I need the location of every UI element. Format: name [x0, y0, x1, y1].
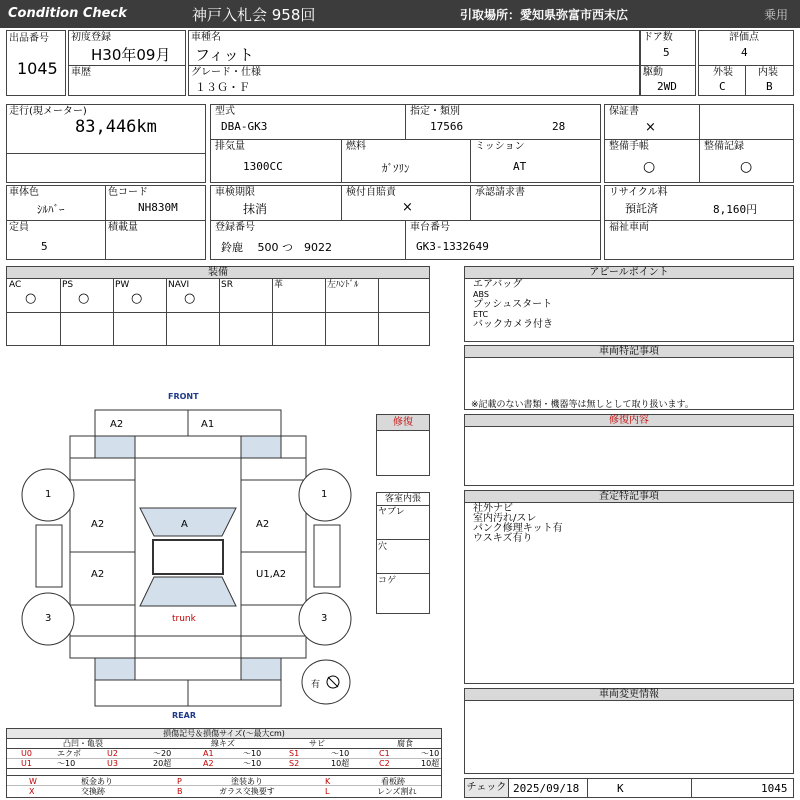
manual: ○ — [643, 159, 656, 175]
equip-mark-ps: ○ — [78, 291, 90, 306]
record-label: 整備記録 — [704, 141, 744, 152]
legend-groups — [7, 739, 441, 749]
legend-code: C1 — [379, 749, 390, 758]
legend-code: U0 — [21, 749, 32, 758]
legend-text: エクボ — [57, 749, 81, 758]
legend-group-scratch: 線キズ — [211, 739, 235, 748]
assessment-item: 社外ナビ — [473, 503, 513, 514]
regno-cell — [210, 220, 406, 260]
exterior-grade: C — [719, 80, 726, 93]
legend-code: U1 — [21, 759, 32, 768]
legend-text: 〜10 — [57, 759, 76, 768]
sheet-title: Condition Check — [8, 6, 127, 21]
load-label: 積載量 — [108, 222, 138, 233]
regno-label: 登録番号 — [215, 222, 255, 233]
assessment-title: 査定特記事項 — [465, 491, 793, 503]
displacement: 1300CC — [243, 160, 283, 173]
repair-panel — [464, 414, 794, 486]
legend-text: 看板跡 — [381, 777, 405, 786]
legend-text: 塗装あり — [231, 777, 263, 786]
equipment-divider — [7, 312, 429, 313]
equipment-panel — [6, 266, 430, 346]
mark-door-front-right: A2 — [256, 519, 270, 530]
mission: AT — [513, 160, 527, 173]
legend-group-dent: 凸凹・亀裂 — [63, 739, 103, 748]
usage-type: 乗用 — [764, 8, 789, 22]
legend-text: 10超 — [331, 759, 350, 768]
cabin-box — [376, 492, 430, 614]
taillight-left — [95, 658, 135, 680]
model-label: 型式 — [215, 106, 235, 117]
drive: 2WD — [657, 80, 677, 93]
insurance-cell — [341, 185, 471, 221]
score-label: 評価点 — [729, 32, 759, 43]
legend-code: A2 — [203, 759, 214, 768]
manual-cell — [604, 139, 700, 183]
manual-label: 整備手帳 — [609, 141, 649, 152]
equip-label-ac: AC — [9, 280, 22, 290]
capacity-label: 定員 — [9, 222, 29, 233]
trunk-label: trunk — [172, 614, 196, 624]
score: 4 — [741, 46, 748, 59]
assessment-list — [473, 504, 563, 544]
warranty: × — [645, 120, 656, 135]
changes-panel — [464, 688, 794, 774]
model-cell — [210, 104, 406, 140]
first-reg-cell — [68, 30, 186, 66]
interior-grade: B — [766, 80, 773, 93]
legend-text: 〜10 — [421, 749, 440, 758]
equip-label-leather: 革 — [274, 280, 284, 290]
appeal-item: プッシュスタート — [473, 299, 553, 310]
mission-cell — [470, 139, 601, 183]
color: ｼﾙﾊﾞｰ — [37, 203, 65, 216]
color-code-cell — [105, 185, 206, 221]
color-code-label: 色コード — [108, 187, 148, 198]
legend-code: X — [29, 787, 35, 796]
legend-code: S1 — [289, 749, 300, 758]
equip-label-navi: NAVI — [168, 280, 190, 290]
history-label: 車歴 — [71, 67, 91, 78]
equip-mark-navi: ○ — [184, 291, 196, 306]
welfare-cell — [604, 220, 794, 260]
approval-cell — [470, 185, 601, 221]
repair-box-title: 修復 — [377, 415, 429, 431]
appeal-item: エアバッグ — [473, 279, 523, 290]
mark-wheel-rear-left: 3 — [45, 613, 52, 624]
equip-col-line — [166, 279, 167, 345]
mark-front-bumper-right: A1 — [201, 419, 215, 430]
legend-code: L — [325, 787, 330, 796]
windshield — [140, 508, 236, 536]
insurance-label: 検付自賠責 — [346, 187, 396, 198]
regno: 鈴鹿 500 つ 9022 — [221, 241, 332, 254]
no-smoking-badge — [302, 660, 350, 704]
stock-number-label: 出品番号 — [9, 33, 49, 44]
color-label: 車体色 — [9, 187, 39, 198]
legend-text: 板金あり — [81, 777, 113, 786]
legend-text: 〜10 — [243, 749, 262, 758]
equip-label-sr: SR — [221, 280, 233, 290]
mark-wheel-front-left: 1 — [45, 489, 52, 500]
class-label: 指定・類別 — [410, 106, 460, 117]
equip-col-line — [325, 279, 326, 345]
equip-label-ps: PS — [62, 280, 74, 290]
equip-col-line — [219, 279, 220, 345]
auction-name: 神戸入札会 958回 — [192, 6, 316, 24]
legend-text: ガラス交換要す — [219, 787, 275, 796]
cabin-divider — [377, 573, 429, 574]
legend-code: W — [29, 777, 37, 786]
welfare-label: 福祉車両 — [609, 222, 649, 233]
chassis-label: 車台番号 — [410, 222, 450, 233]
mileage: 83,446km — [75, 117, 157, 137]
legend-code: S2 — [289, 759, 300, 768]
mark-wheel-front-right: 1 — [321, 489, 328, 500]
check-divider — [587, 779, 588, 797]
car-name-label: 車種名 — [191, 32, 221, 43]
chassis-cell — [405, 220, 601, 260]
appeal-panel — [464, 266, 794, 342]
color-code: NH830M — [138, 201, 178, 214]
grade-cell — [188, 65, 640, 96]
interior-cell — [745, 65, 794, 96]
notes-footer: ※記載のない書類・機器等は無しとして取り扱います。 — [471, 400, 694, 410]
legend-row-4 — [7, 786, 441, 797]
legend-code: B — [177, 787, 183, 796]
legend-text: 10超 — [421, 759, 440, 768]
mileage-label: 走行(現メーター) — [9, 106, 87, 117]
legend-text: 〜10 — [243, 759, 262, 768]
stock-number: 1045 — [17, 59, 58, 78]
cabin-title: 客室内張 — [377, 493, 429, 506]
smoke-status: 有 — [311, 680, 321, 690]
color-cell — [6, 185, 106, 221]
cabin-item-burn: コゲ — [378, 576, 397, 586]
warranty-label: 保証書 — [609, 106, 639, 117]
inspection-cell — [210, 185, 342, 221]
legend-row-2 — [7, 759, 441, 769]
side-mirror-left — [36, 525, 62, 587]
front-label: FRONT — [168, 392, 199, 401]
fuel-label: 燃料 — [346, 141, 366, 152]
appeal-list — [473, 279, 553, 330]
assessment-item: パンク修理キット有 — [473, 523, 563, 534]
assessment-item: 室内汚れ/スレ — [473, 513, 537, 524]
legend-code: P — [177, 777, 182, 786]
cabin-divider — [377, 539, 429, 540]
equip-col-line — [113, 279, 114, 345]
legend-text: 20超 — [153, 759, 172, 768]
legend-code: C2 — [379, 759, 390, 768]
recycle-status: 預託済 — [625, 202, 658, 215]
load-cell — [105, 220, 206, 260]
headlight-left — [95, 436, 135, 458]
fuel-cell — [341, 139, 471, 183]
drive-cell — [640, 65, 696, 96]
displacement-cell — [210, 139, 342, 183]
grade-label: グレード・仕様 — [191, 67, 261, 78]
insurance: × — [402, 200, 413, 215]
warranty-cell — [604, 104, 700, 140]
mark-door-rear-left: A2 — [91, 569, 105, 580]
legend-code: A1 — [203, 749, 214, 758]
check-number: 1045 — [761, 782, 788, 795]
capacity-cell — [6, 220, 106, 260]
cabin-item-hole: 穴 — [378, 542, 388, 552]
interior-label: 内装 — [758, 67, 778, 78]
side-mirror-right — [314, 525, 340, 587]
notes-panel — [464, 345, 794, 410]
recycle-label: リサイクル料 — [609, 187, 668, 198]
capacity: 5 — [41, 240, 48, 253]
score-cell — [698, 30, 794, 66]
pickup-location: 引取場所：愛知県弥富市西末広 — [460, 8, 629, 22]
mark-front-bumper-left: A2 — [110, 419, 124, 430]
car-name-cell — [188, 30, 640, 66]
legend-row-1 — [7, 749, 441, 759]
legend-group-rust: サビ — [309, 739, 325, 748]
recycle-fee: 8,160円 — [713, 203, 758, 216]
legend-code: K — [325, 777, 331, 786]
exterior-label: 外装 — [713, 67, 733, 78]
drive-label: 駆動 — [643, 67, 663, 78]
displacement-label: 排気量 — [215, 141, 245, 152]
class-b: 28 — [552, 120, 566, 133]
equip-col-line — [378, 279, 379, 345]
record-cell — [699, 139, 794, 183]
equip-col-line — [60, 279, 61, 345]
assessment-item: ウスキズ有り — [473, 533, 533, 544]
equip-label-lhd: 左ﾊﾝﾄﾞﾙ — [327, 280, 359, 290]
assessment-panel — [464, 490, 794, 684]
approval-label: 承認請求書 — [475, 187, 525, 198]
equip-mark-pw: ○ — [131, 291, 143, 306]
changes-title: 車両変更情報 — [465, 689, 793, 701]
stock-number-cell — [6, 30, 66, 96]
equip-col-line — [272, 279, 273, 345]
damage-legend — [6, 728, 442, 798]
mark-door-rear-right: U1,A2 — [256, 569, 287, 580]
equipment-title: 装備 — [7, 267, 429, 279]
rear-window — [140, 577, 236, 606]
rear-label: REAR — [172, 711, 196, 720]
exterior-cell — [698, 65, 746, 96]
appeal-item: ETC — [473, 310, 489, 319]
check-row — [464, 778, 794, 798]
mark-wheel-rear-right: 3 — [321, 613, 328, 624]
recycle-cell — [604, 185, 794, 221]
legend-code: U2 — [107, 749, 118, 758]
appeal-item: バックカメラ付き — [473, 319, 553, 330]
mileage-extra-cell — [6, 153, 206, 183]
mark-door-front-left: A2 — [91, 519, 105, 530]
equip-mark-ac: ○ — [25, 291, 37, 306]
record: ○ — [740, 159, 753, 175]
mileage-cell — [6, 104, 206, 154]
check-divider — [691, 779, 692, 797]
legend-text: 〜10 — [331, 749, 350, 758]
repair-title: 修復内容 — [465, 415, 793, 427]
cabin-item-tear: ヤブレ — [378, 507, 405, 517]
check-label: チェック — [465, 779, 509, 797]
appeal-title: アピールポイント — [465, 267, 793, 279]
legend-text: レンズ割れ — [377, 787, 417, 796]
top-bar — [0, 0, 800, 28]
first-reg-label: 初度登録 — [71, 32, 111, 43]
roof — [153, 540, 223, 574]
model: DBA-GK3 — [221, 120, 268, 133]
legend-text: 〜20 — [153, 749, 172, 758]
notes-title: 車両特記事項 — [465, 346, 793, 358]
mission-label: ミッション — [475, 141, 525, 152]
history-cell — [68, 65, 186, 96]
headlight-right — [241, 436, 281, 458]
legend-title: 損傷記号＆損傷サイズ(〜最大cm) — [7, 729, 441, 739]
car-name: フィット — [195, 46, 254, 64]
check-code: K — [617, 782, 624, 795]
class-a: 17566 — [430, 120, 464, 133]
chassis: GK3-1332649 — [416, 240, 489, 253]
fuel: ｶﾞｿﾘﾝ — [382, 162, 410, 175]
legend-text: 交換跡 — [81, 787, 105, 796]
grade: １３Ｇ・Ｆ — [195, 81, 250, 94]
doors: 5 — [663, 46, 670, 59]
doors-cell — [640, 30, 696, 66]
check-date: 2025/09/18 — [513, 782, 580, 795]
appeal-item: ABS — [473, 290, 489, 299]
class-cell — [405, 104, 601, 140]
legend-code: U3 — [107, 759, 118, 768]
first-reg: H30年09月 — [91, 46, 171, 64]
mark-roof: A — [181, 519, 188, 530]
doors-label: ドア数 — [643, 32, 673, 43]
warranty-extra-cell — [699, 104, 794, 140]
inspection: 抹消 — [243, 202, 268, 216]
taillight-right — [241, 658, 281, 680]
inspection-label: 車検期限 — [215, 187, 255, 198]
legend-row-3 — [7, 775, 441, 786]
legend-group-corrosion: 腐食 — [397, 739, 413, 748]
repair-box — [376, 414, 430, 476]
equip-label-pw: PW — [115, 280, 130, 290]
